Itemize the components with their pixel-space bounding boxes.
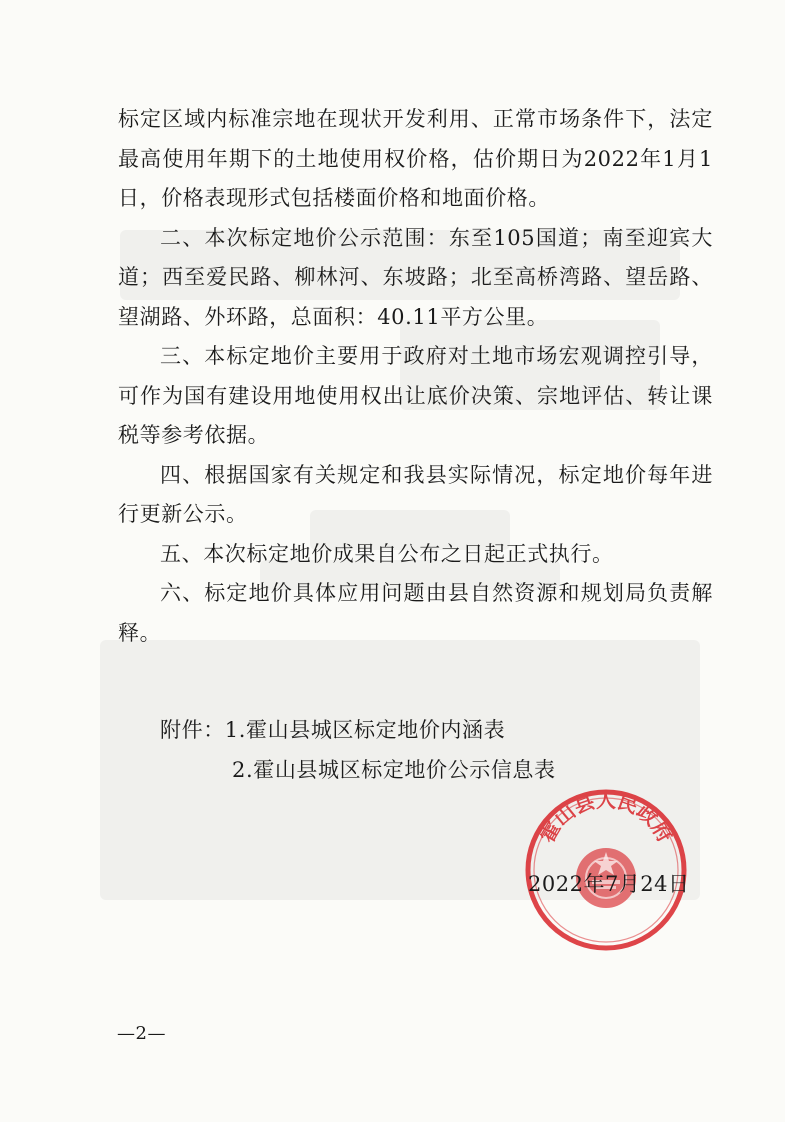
paragraph-continuation: 标定区域内标准宗地在现状开发利用、正常市场条件下，法定最高使用年期下的土地使用权价格，估价期日为2022年1月1日，价格表现形式包括楼面价格和地面价格。 — [118, 107, 713, 210]
attachment-item-2: 2.霍山县城区标定地价公示信息表 — [232, 758, 556, 782]
paragraph-usage: 三、本标定地价主要用于政府对土地市场宏观调控引导，可作为国有建设用地使用权出让底价决策、宗地评估、转让课税等参考依据。 — [118, 344, 713, 447]
svg-text:霍山县人民政府 — [535, 788, 678, 847]
issue-date: 2022年7月24日 — [528, 872, 690, 896]
seal-inscription: 霍山县人民政府 — [534, 787, 678, 847]
paragraph-interpretation: 六、标定地价具体应用问题由县自然资源和规划局负责解释。 — [118, 581, 713, 645]
body-text — [118, 100, 713, 653]
page-number: —2— — [117, 1023, 166, 1044]
paragraph-update: 四、根据国家有关规定和我县实际情况，标定地价每年进行更新公示。 — [118, 462, 713, 526]
attachments-list — [160, 710, 556, 790]
attachment-item-1: 附件：1.霍山县城区标定地价内涵表 — [160, 718, 506, 742]
paragraph-scope: 二、本次标定地价公示范围：东至105国道；南至迎宾大道；西至爱民路、柳林河、东坡路；北至高桥湾路、望岳路、望湖路、外环路，总面积：40.11平方公里。 — [118, 225, 713, 329]
paragraph-effective: 五、本次标定地价成果自公布之日起正式执行。 — [160, 541, 614, 566]
